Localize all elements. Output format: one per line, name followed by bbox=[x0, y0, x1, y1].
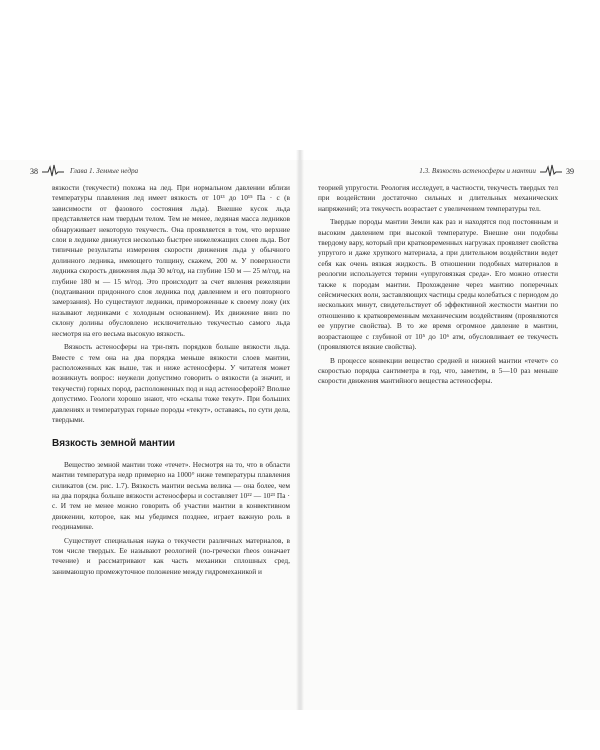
paragraph: теорией упругости. Реология исследует, в частности, текучесть твердых тел при воздействии достаточно сильных и длительных механических напряжений; эта текучесть возрастает с увеличением температуры тел. bbox=[318, 183, 558, 213]
paragraph: вязкости (текучести) похожа на лед. При нормальном давлении вблизи температуры плавления лед имеет вязкость от 10¹³ до 10¹⁵ Па · с (в зависимости от фазового состояния льда). Внешне кусок льда представляется нам твердым телом. Тем не менее, ледяная масса ледников обнаруживает некоторую текучесть. Она проявляется в том, что верхние слои в леднике движутся несколько быстрее нижележащих слоев льда. Вот типичные результаты измерения скорости движения льда у обычного долинного ледника, имеющего толщину, скажем, 200 м. У поверхности ледника скорость движения льда 30 м/год, на глубине 150 м — 25 м/год, на глубине 180 м — 15 м/год. Это происходит за счет явления режеляции (подтаивании придонного слоя ледника под давлением и его повторного замерзания). Но существуют ледники, примороженные к своему ложу (их называют ледниками с холодным основанием). Их движение вниз по склону долины обусловлено исключительно текучестью самого льда несмотря на его весьма высокую вязкость. bbox=[52, 183, 290, 338]
section-heading: Вязкость земной мантии bbox=[52, 438, 176, 450]
left-page-number: 38 bbox=[30, 166, 38, 176]
right-page-number: 39 bbox=[566, 166, 574, 176]
right-running-head-title: 1.3. Вязкость астеносферы и мантии bbox=[419, 167, 536, 175]
left-running-header bbox=[30, 162, 292, 180]
right-running-header bbox=[312, 162, 574, 180]
paragraph: Вещество земной мантии тоже «течет». Несмотря на то, что в области мантии температура недр примерно на 1000° ниже температуры плавления силикатов (см. рис. 1.7). Вязкость мантии весьма велика — она более, чем на два порядка больше вязкости астеносферы и составляет 10²² — 10²³ Па · с. И тем не менее можно говорить об участии мантии в конвективном движении, которое, как мы убедимся позднее, играет важную роль в геодинамике. bbox=[52, 459, 290, 532]
paragraph: В процессе конвекции вещество средней и нижней мантии «течет» со скоростью порядка сантиметра в год, что, заметим, в 5—10 раз меньше скорости движения мантийного вещества астеносферы. bbox=[318, 355, 558, 386]
pulse-line-icon bbox=[540, 164, 562, 178]
left-body-text bbox=[52, 183, 290, 580]
paragraph: Существует специальная наука о текучести различных материалов, в том числе твердых. Ее называют реологией (по-гречески rheos означает течение) и рассматривают как часть механики сплошных сред, занимающую промежуточное положение между гидромеханикой и bbox=[52, 535, 290, 576]
left-running-head-title: Глава 1. Земные недра bbox=[70, 167, 139, 175]
paragraph: Вязкость астеносферы на три-пять порядков больше вязкости льда. Вместе с тем она на два порядка меньше вязкости слоев мантии, расположенных как выше, так и ниже астеносферы. У читателя может возникнуть вопрос: неужели допустимо говорить о вязкости (а значит, и текучести) горных пород, расположенных под и над астеносферой? Вполне допустимо. Геологи хорошо знают, что «скалы тоже текут». При больших давлениях и температурах горные породы «текут», оставаясь, по сути дела, твердыми. bbox=[52, 342, 290, 424]
paragraph: Твердые породы мантии Земли как раз и находятся под постоянным и высоким давлением при высокой температуре. Внешне они подобны твердому вару, который при кратковременных нагрузках проявляет свойства упругого и даже хрупкого материала, а при длительном воздействии ведет себя как очень вязкая жидкость. В отношении подобных материалов в реологии используется термин «упруговязкая среда». Его можно отнести также к породам мантии. Прохождение через мантию поперечных сейсмических волн, заставляющих частицы среды колебаться с периодом до нескольких минут, свидетельствует об эффективной жесткости мантии по отношению к кратковременным механическим воздействиям (проявляются ее упругие свойства). В то же время огромное давление в мантии, возрастающее с глубиной от 10⁵ до 10⁶ атм, обусловливает ее текучесть (проявляются вязкие свойства). bbox=[318, 217, 558, 352]
book-gutter bbox=[296, 150, 304, 710]
right-body-text bbox=[318, 183, 558, 390]
pulse-line-icon bbox=[42, 164, 64, 178]
